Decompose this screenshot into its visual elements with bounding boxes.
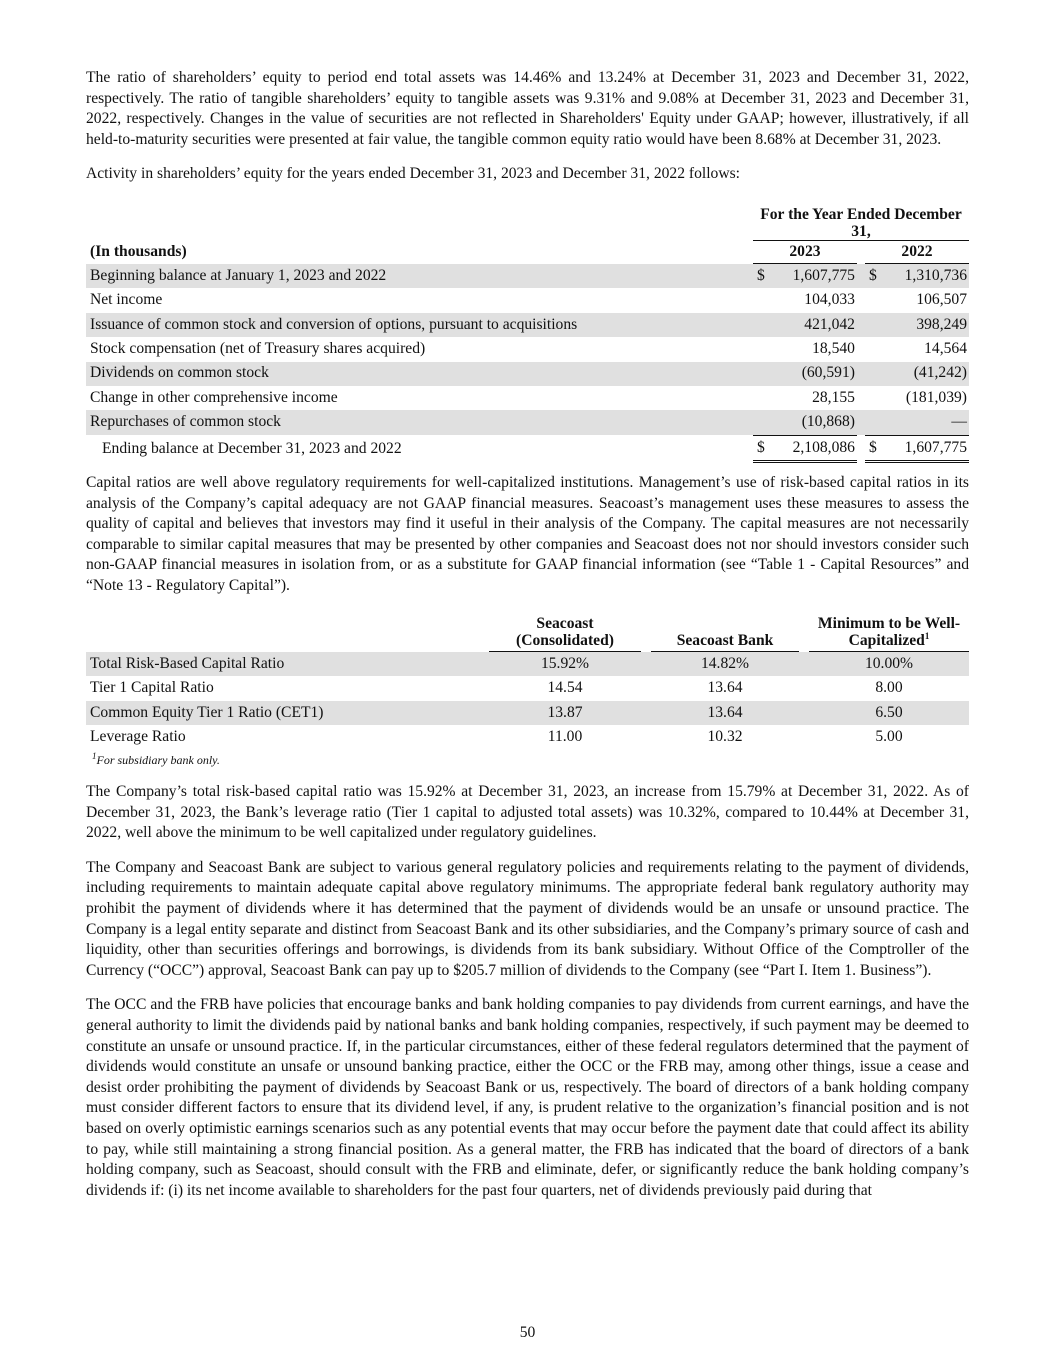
paragraph-capital-ratios: Capital ratios are well above regulatory requirements for well-capitalized institutions. Management’s use of risk-based capital ratios in its analysis of the Company’s capital adequacy are not GAAP financial measures. Seacoast’s management uses these measures to assess the quality of capital and believes that investors may find it useful in their analysis of the Company. The capital measures are not necessarily comparable to similar capital measures that may be presented by other companies and Seacoast does not nor should investors consider such non-GAAP financial measures in isolation from, or as a substitute for GAAP financial information (see “Table 1 - Capital Resources” and “Note 13 - Regulatory Capital”). [86,474,969,595]
row-label: Change in other comprehensive income [90,388,338,406]
row-label: Repurchases of common stock [86,410,753,434]
row-label: Dividends on common stock [86,362,753,386]
value-bank: 14.82% [651,652,799,677]
table-row [86,362,969,386]
currency-symbol: $ [868,266,877,284]
value-bank: 13.64 [707,679,743,697]
row-label: Net income [90,291,163,309]
currency-symbol: $ [756,266,765,284]
row-label: Tier 1 Capital Ratio [90,679,214,697]
row-label: Beginning balance at January 1, 2023 and 2022 [86,264,753,288]
paragraph-occ-frb-policies: The OCC and the FRB have policies that encourage banks and bank holding companies to pay dividends from current earnings, and have the general authority to limit the dividends paid by national banks and bank holding companies, respectively, if such payment may be deemed to constitute an unsafe or unsound practice. If, in the particular circumstances, either of these federal regulators determined that the payment of dividends would constitute an unsafe or unsound banking practice, either the OCC or the FRB may, among other things, issue a cease and desist order prohibiting the payment of dividends by Seacoast Bank or us, respectively. The board of directors of a bank holding company must consider different factors to ensure that its dividend level, if any, is prudent relative to the organization’s financial position and is not based on overly optimistic earnings scenarios such as any potential events that may occur before the payment date that could affect its ability to pay, while still maintaining a strong financial position. As a general matter, the FRB has indicated that the board of directors of a bank holding company, such as Seacoast, should consult with the FRB and eliminate, defer, or significantly reduce the bank holding company’s dividends if: (i) its net income available to shareholders for the past four quarters, net of dividends previously paid during that [86,996,969,1199]
value-2023: 104,033 [804,291,855,309]
value-2022: 1,310,736 [904,266,967,284]
paragraph-risk-based-ratio: The Company’s total risk-based capital ratio was 15.92% at December 31, 2023, an increase from 15.79% at December 31, 2022. As of December 31, 2023, the Bank’s leverage ratio (Tier 1 capital to adjusted total assets) was 10.32%, compared to 10.44% at December 31, 2022, well above the minimum to be well capitalized under regulatory guidelines. [86,783,969,842]
header-minimum-well-capitalized: Minimum to be Well-Capitalized$^1$ [809,615,969,652]
value-2022: 14,564 [924,340,967,358]
value-2023: 18,540 [812,340,855,358]
value-consolidated: 13.87 [489,701,641,726]
value-2022: 106,507 [916,291,967,309]
header-seacoast-bank: Seacoast Bank [651,615,799,652]
value-minimum: 5.00 [875,728,903,746]
page-number: 50 [519,1324,536,1341]
value-2022: (41,242) [865,362,969,386]
table-row [86,264,969,288]
table-row [86,725,969,750]
value-2023: 28,155 [812,388,855,406]
row-label: Ending balance at December 31, 2023 and 2022 [102,439,402,457]
table-row [86,386,969,410]
paragraph-activity-intro: Activity in shareholders’ equity for the years ended December 31, 2023 and December 31, 2022 follows: [86,165,741,183]
year-2023-header: 2023 [753,240,857,264]
currency-symbol: $ [756,438,765,456]
value-2023: (10,868) [753,410,857,434]
value-2023: (60,591) [753,362,857,386]
value-consolidated: 15.92% [489,652,641,677]
value-2023: 421,042 [753,313,857,337]
table-row [86,313,969,337]
value-2022: — [865,410,969,434]
value-bank: 10.32 [707,728,743,746]
value-2022: 1,607,775 [904,438,967,456]
document-page [86,68,969,1201]
value-minimum: 8.00 [875,679,903,697]
footnote-marker: 1 [924,630,930,641]
units-label: (In thousands) [90,242,187,260]
value-2022: 398,249 [865,313,969,337]
value-consolidated: 14.54 [547,679,583,697]
table-row [86,337,969,361]
row-label: Stock compensation (net of Treasury shares acquired) [90,340,426,358]
value-2023: 2,108,086 [792,438,855,456]
row-label: Common Equity Tier 1 Ratio (CET1) [86,701,489,726]
currency-symbol: $ [868,438,877,456]
table-row [86,288,969,312]
table-footnote: $^1$For subsidiary bank only. [92,751,220,768]
paragraph-dividend-regulation: The Company and Seacoast Bank are subject to various general regulatory policies and requirements relating to the payment of dividends, including requirements to maintain adequate capital above regulatory minimums. The appropriate federal bank regulatory authority may prohibit the payment of dividends where it has determined that the payment of dividends would be an unsafe or unsound practice. The Company is a legal entity separate and distinct from Seacoast Bank and its other subsidiaries, and the Company’s primary source of cash and liquidity, other than securities offerings and borrowings, is dividends from its bank subsidiary. Without Office of the Comptroller of the Currency (“OCC”) approval, Seacoast Bank can pay up to $205.7 million of dividends to the Company (see “Part I. Item 1. Business”). [86,858,969,979]
value-minimum: 10.00% [809,652,969,677]
value-consolidated: 11.00 [547,728,583,746]
value-2023: 1,607,775 [792,266,855,284]
table-row [86,701,969,726]
table-row [86,410,969,434]
table-row [86,652,969,677]
value-2022: (181,039) [905,388,967,406]
table-row [86,676,969,701]
paragraph-equity-ratios: The ratio of shareholders’ equity to period end total assets was 14.46% and 13.24% at December 31, 2023 and December 31, 2022, respectively. The ratio of tangible shareholders’ equity to tangible assets was 9.31% and 9.08% at December 31, 2023 and December 31, 2022, respectively. Changes in the value of securities are not reflected in Shareholders' Equity under GAAP; however, illustratively, if all held-to-maturity securities were presented at fair value, the tangible common equity ratio would have been 8.68% at December 31, 2023. [86,69,969,148]
header-seacoast-consolidated: Seacoast (Consolidated) [489,615,641,652]
value-minimum: 6.50 [809,701,969,726]
row-label: Issuance of common stock and conversion of options, pursuant to acquisitions [86,313,753,337]
row-label: Total Risk-Based Capital Ratio [86,652,489,677]
equity-activity-table [86,206,969,463]
capital-ratio-table [86,615,969,750]
value-bank: 13.64 [651,701,799,726]
table-row [86,435,969,463]
row-label: Leverage Ratio [90,728,186,746]
year-2022-header: 2022 [865,240,969,264]
period-header: For the Year Ended December 31, [760,205,962,240]
